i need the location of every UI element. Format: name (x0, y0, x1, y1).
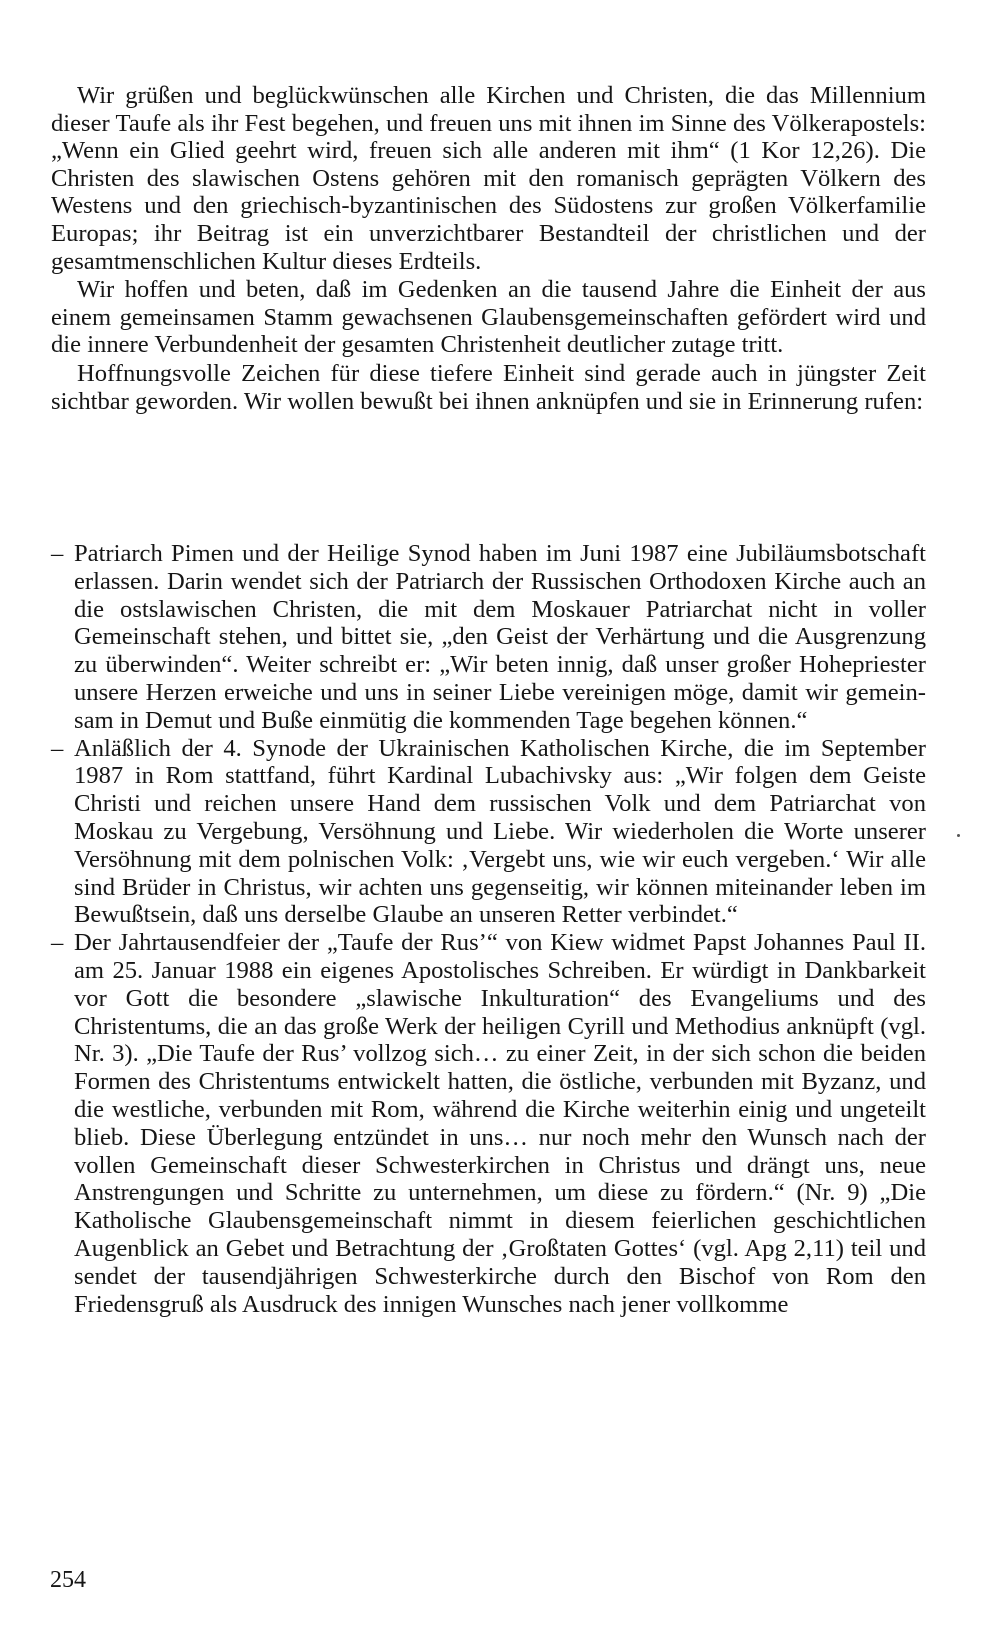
list-item-text: Anläßlich der 4. Synode der Ukrainischen Katholischen Kirche, die im September 1987 in Rom stattfand, führt Kardinal Lubachivsky aus: „Wir folgen dem Geiste Christi und reichen unsere Hand dem russischen Volk und dem Patriarchat von Moskau zu Vergebung, Versöhnung und Liebe. Wir wiederholen die Worte unserer Versöhnung mit dem polnischen Volk: ‚Vergebt uns, wie wir euch vergeben.‘ Wir alle sind Brüder in Christus, wir achten uns gegenseitig, wir können miteinander leben im Bewußtsein, daß uns derselbe Glaube an unseren Retter verbindet.“ (74, 734, 926, 929)
paragraph-signs: Hoffnungsvolle Zeichen für diese tiefere Einheit sind gerade auch in jüngster Zeit sichtbar geworden. Wir wollen bewußt bei ihnen anknüpfen und sie in Erinnerung rufen: (51, 359, 926, 415)
signs-list (51, 540, 926, 1318)
paragraph-greeting: Wir grüßen und beglückwünschen alle Kirchen und Christen, die das Millennium dieser Taufe als ihr Fest begehen, und freuen uns mit ihnen im Sinne des Völkerapostels: „Wenn ein Glied geehrt wird, freuen sich alle anderen mit ihm“ (1 Kor 12,26). Die Christen des slawischen Ostens gehören mit den romanisch geprägten Völkern des Westens und den griechisch-byzantinischen des Südostens zur großen Völkerfamilie Europas; ihr Beitrag ist ein unverzichtbarer Bestandteil der christlichen und der gesamtmenschlichen Kultur dieses Erdteils. (51, 82, 926, 275)
page-number: 254 (50, 1567, 86, 1593)
body-text (51, 82, 926, 415)
list-item-text: Der Jahrtausendfeier der „Taufe der Rus’“ von Kiew widmet Papst Johannes Paul II. am 25. Januar 1988 ein eigenes Apostolisches Schreiben. Er würdigt in Dankbarkeit vor Gott die besondere „slawische Inkulturation“ des Evangeliums und des Christentums, die an das große Werk der heiligen Cyrill und Methodius anknüpft (vgl. Nr. 3). „Die Taufe der Rus’ vollzog sich… zu einer Zeit, in der sich schon die beiden Formen des Christentums entwickelt hatten, die östliche, verbunden mit Byzanz, und die westliche, verbunden mit Rom, während die Kirche weiterhin einig und ungeteilt blieb. Diese Überlegung entzündet in uns… nur noch mehr den Wunsch nach der vollen Gemeinschaft dieser Schwesterkirchen in Christus und drängt uns, neue Anstrengungen und Schritte zu unternehmen, um diese zu fördern.“ (Nr. 9) „Die Katholische Glaubensgemeinschaft nimmt in diesem feierlichen geschichtlichen Augenblick an Gebet und Betrachtung der ‚Großtaten Gottes‘ (vgl. Apg 2,11) teil und sendet der tausendjährigen Schwesterkirche durch den Bischof von Rom den Friedensgruß als Ausdruck des innigen Wunsches nach jener vollkomme (74, 929, 926, 1318)
list-item-text: Patriarch Pimen und der Heilige Synod haben im Juni 1987 eine Jubiläumsbotschaft erlassen. Darin wendet sich der Patriarch der Russischen Orthodoxen Kirche auch an die ostslawischen Christen, die mit dem Moskauer Patriarchat nicht in voller Gemeinschaft stehen, und bittet sie, „den Geist der Verhärtung und die Ausgrenzung zu überwinden“. Weiter schreibt er: „Wir beten innig, daß unser großer Hohepriester unsere Herzen erweiche und uns in seiner Liebe vereinigen möge, damit wir gemeinsam in Demut und Buße einmütig die kommenden Tage begehen können.“ (74, 540, 926, 734)
list-dash: – (51, 929, 64, 957)
list-item (51, 540, 926, 735)
list-dash: – (51, 734, 64, 762)
paragraph-hope: Wir hoffen und beten, daß im Gedenken an die tausend Jahre die Einheit der aus einem gemeinsamen Stamm gewachsenen Glaubensgemeinschaften gefördert wird und die innere Verbundenheit der gesamten Christenheit deutlicher zutage tritt. (51, 276, 926, 359)
list-dash: – (51, 540, 64, 567)
list-item (51, 735, 926, 930)
scan-speck (957, 834, 960, 837)
list-item (51, 929, 926, 1318)
